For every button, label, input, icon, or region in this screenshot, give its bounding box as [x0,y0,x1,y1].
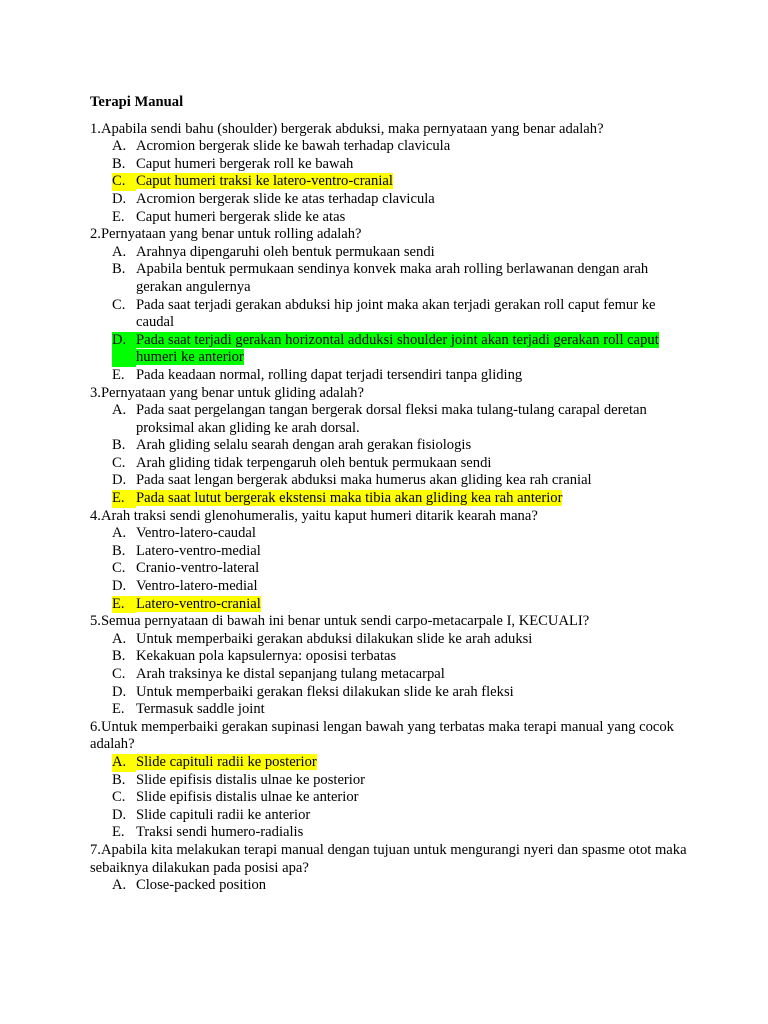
answer-option [90,261,688,296]
option-text: Slide capituli radii ke anterior [136,806,311,823]
answer-option [90,332,688,367]
option-letter: E. [112,824,125,841]
answer-option [90,560,688,578]
question-text: 4.Arah traksi sendi glenohumeralis, yaitu kaput humeri ditarik kearah mana? [90,507,538,524]
option-text-wrap [136,437,688,455]
option-text: Cranio-ventro-lateral [136,560,260,577]
option-letter: D. [112,806,127,823]
option-text: Pada saat pergelangan tangan bergerak dorsal fleksi maka tulang-tulang carapal deretan proksimal akan gliding ke arah dorsal. [136,402,647,436]
answer-option [90,455,688,473]
option-text: Slide epifisis distalis ulnae ke anterior [136,789,359,806]
option-text: Untuk memperbaiki gerakan abduksi dilakukan slide ke arah aduksi [136,630,533,647]
option-text: Pada saat lengan bergerak abduksi maka humerus akan gliding kea rah cranial [136,472,592,489]
option-text-wrap [136,543,688,561]
option-text: Latero-ventro-medial [136,542,261,559]
option-letter: C. [112,173,136,191]
option-letter: C. [112,296,126,313]
answer-option [90,596,688,614]
option-text: Arah traksinya ke distal sepanjang tulang metacarpal [136,666,445,682]
option-letter: D. [112,190,127,207]
option-list [90,138,688,226]
option-letter: A. [112,402,127,419]
answer-option [90,138,688,156]
option-letter: C. [112,666,126,682]
answer-option [90,543,688,561]
option-text: Caput humeri bergerak roll ke bawah [136,155,354,172]
option-text-wrap [136,824,688,842]
option-list [90,525,688,613]
option-text-wrap [136,684,688,702]
option-letter: B. [112,771,126,788]
option-text-wrap [136,191,688,209]
answer-option [90,191,688,209]
option-text: Arah gliding tidak terpengaruh oleh bentuk permukaan sendi [136,454,492,471]
option-letter: B. [112,648,126,665]
option-text: Acromion bergerak slide ke bawah terhadap clavicula [136,138,451,155]
option-text-wrap [136,666,688,684]
option-list [90,877,688,895]
option-list [90,631,688,719]
option-text: Slide epifisis distalis ulnae ke posterior [136,771,366,788]
option-letter: D. [112,332,136,367]
option-letter: B. [112,437,126,454]
answer-option [90,772,688,790]
option-letter: D. [112,683,127,700]
option-text-wrap [136,701,688,719]
option-text-wrap [136,156,688,174]
answer-option [90,631,688,649]
option-text-wrap [136,490,688,508]
answer-option [90,877,688,895]
option-text: Kekakuan pola kapsulernya: oposisi terbatas [136,648,397,665]
option-letter: B. [112,261,126,278]
option-text-wrap [136,261,688,296]
option-text-wrap [136,332,688,367]
question-2 [90,226,688,384]
answer-option [90,807,688,825]
option-text: Apabila bentuk permukaan sendinya konvek maka arah rolling berlawanan dengan arah gerakan angulernya [136,261,649,295]
option-text-highlighted: Slide capituli radii ke posterior [136,753,317,770]
option-text-wrap [136,297,688,332]
option-text-wrap [136,367,688,385]
option-text-wrap [136,807,688,825]
option-letter: A. [112,525,127,542]
option-text-wrap [136,402,688,437]
option-text: Ventro-latero-caudal [136,525,256,542]
option-text: Arah gliding selalu searah dengan arah gerakan fisiologis [136,437,472,454]
option-text-wrap [136,754,688,772]
question-7 [90,842,688,895]
answer-option [90,525,688,543]
option-text-wrap [136,877,688,895]
option-text-wrap [136,648,688,666]
answer-option [90,666,688,684]
question-4 [90,508,688,614]
option-text-wrap [136,596,688,614]
answer-option [90,156,688,174]
document-title: Terapi Manual [90,94,184,110]
answer-option [90,684,688,702]
option-letter: A. [112,877,127,894]
option-text-wrap [136,209,688,227]
question-text: 5.Semua pernyataan di bawah ini benar untuk sendi carpo-metacarpale I, KECUALI? [90,613,590,630]
option-letter: A. [112,138,127,155]
answer-option [90,789,688,807]
question-text: 6.Untuk memperbaiki gerakan supinasi lengan bawah yang terbatas maka terapi manual yang cocok adalah? [90,718,674,753]
answer-option [90,173,688,191]
option-text-highlighted: Pada saat terjadi gerakan horizontal adduksi shoulder joint akan terjadi gerakan roll caput humeri ke anterior [136,331,659,366]
option-letter: B. [112,155,126,172]
question-text: 1.Apabila sendi bahu (shoulder) bergerak abduksi, maka pernyataan yang benar adalah? [90,120,604,137]
option-text-highlighted: Pada saat lutut bergerak ekstensi maka tibia akan gliding kea rah anterior [136,490,563,507]
question-text: 3.Pernyataan yang benar untuk gliding adalah? [90,384,364,401]
option-text-highlighted: Latero-ventro-cranial [136,595,261,612]
question-list [90,121,688,895]
answer-option [90,402,688,437]
answer-option [90,244,688,262]
option-letter: C. [112,560,126,577]
answer-option [90,754,688,772]
option-letter: B. [112,542,126,559]
option-list [90,244,688,385]
question-5 [90,613,688,719]
question-1 [90,121,688,227]
option-text: Arahnya dipengaruhi oleh bentuk permukaan sendi [136,243,435,260]
option-letter: E. [112,490,136,508]
option-text: Pada saat terjadi gerakan abduksi hip joint maka akan terjadi gerakan roll caput femur ke caudal [136,296,656,331]
option-text: Close-packed position [136,877,267,894]
option-letter: A. [112,243,127,260]
option-text-wrap [136,578,688,596]
option-letter: C. [112,454,126,471]
question-text: 7.Apabila kita melakukan terapi manual dengan tujuan untuk mengurangi nyeri dan spasme otot maka sebaiknya dilakukan pada posisi apa? [90,841,687,876]
option-list [90,402,688,508]
option-letter: E. [112,701,125,718]
question-text: 2.Pernyataan yang benar untuk rolling adalah? [90,226,362,243]
option-letter: A. [112,630,127,647]
option-text: Traksi sendi humero-radialis [136,824,304,841]
answer-option [90,578,688,596]
option-letter: C. [112,789,126,806]
option-text-wrap [136,472,688,490]
option-letter: E. [112,366,125,383]
option-letter: A. [112,754,136,772]
option-text: Acromion bergerak slide ke atas terhadap clavicula [136,190,435,207]
option-text-wrap [136,138,688,156]
option-text: Termasuk saddle joint [136,701,265,718]
answer-option [90,701,688,719]
question-6 [90,719,688,842]
option-text-wrap [136,631,688,649]
option-letter: D. [112,578,127,595]
answer-option [90,437,688,455]
option-text-wrap [136,244,688,262]
answer-option [90,367,688,385]
answer-option [90,648,688,666]
option-text-wrap [136,789,688,807]
option-text: Ventro-latero-medial [136,578,258,595]
option-letter: E. [112,596,136,614]
option-text: Caput humeri bergerak slide ke atas [136,208,346,225]
answer-option [90,472,688,490]
option-text-wrap [136,455,688,473]
option-text-wrap [136,525,688,543]
option-text-wrap [136,173,688,191]
option-list [90,754,688,842]
option-text: Pada keadaan normal, rolling dapat terjadi tersendiri tanpa gliding [136,366,523,383]
option-letter: D. [112,472,127,489]
option-text-wrap [136,772,688,790]
option-text-highlighted: Caput humeri traksi ke latero-ventro-cranial [136,173,393,190]
answer-option [90,297,688,332]
answer-option [90,824,688,842]
question-3 [90,385,688,508]
option-letter: E. [112,208,125,225]
answer-option [90,490,688,508]
option-text: Untuk memperbaiki gerakan fleksi dilakukan slide ke arah fleksi [136,683,514,700]
answer-option [90,209,688,227]
option-text-wrap [136,560,688,578]
